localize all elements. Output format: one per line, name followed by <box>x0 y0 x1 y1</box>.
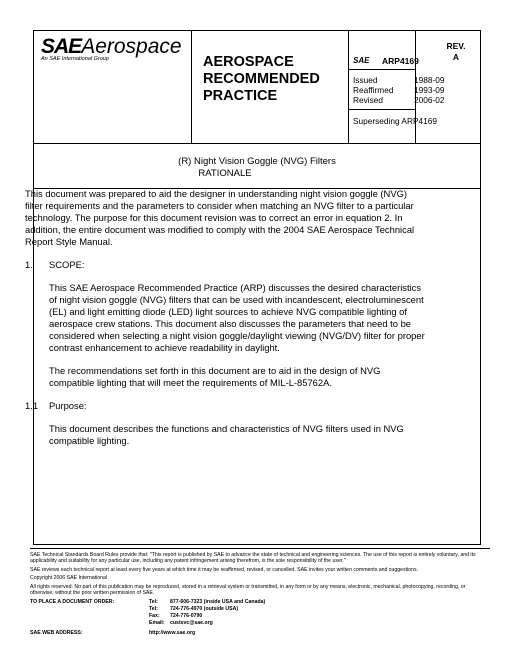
header-block <box>34 31 480 144</box>
web-address-label: SAE WEB ADDRESS: <box>30 630 83 637</box>
rationale-heading: RATIONALE <box>198 168 252 179</box>
logo-aerospace-text: Aerospace <box>81 35 182 58</box>
copyright-line: Copyright 2006 SAE International <box>30 575 107 582</box>
header-rule <box>348 109 415 110</box>
date-value: 1993-09 <box>414 85 445 95</box>
contact-row <box>149 613 202 619</box>
logo-sae-text: SAE <box>41 35 82 58</box>
contact-block <box>30 599 490 639</box>
section-heading-purpose <box>25 400 425 412</box>
contact-value[interactable]: 724-776-0790 <box>170 613 203 620</box>
section-title: Purpose: <box>49 400 87 411</box>
document-title: (R) Night Vision Goggle (NVG) Filters <box>178 156 336 167</box>
section-heading-scope <box>25 259 425 271</box>
footer-rule <box>30 548 490 549</box>
document-number: ARP4169 <box>382 56 419 66</box>
page-footer <box>30 548 490 639</box>
header-divider <box>348 31 349 143</box>
section-number: 1. <box>25 259 33 270</box>
scope-paragraph: The recommendations set forth in this document are to aid in the design of NVG compatible lighting that will meet the requirements of MIL-L-85762A. <box>49 365 381 388</box>
sae-mark: SAE <box>353 56 370 65</box>
rights-notice: All rights reserved. No part of this publication may be reproduced, stored in a retrieval system or transmitted, in any form or by any means, electronic, mechanical, photocopying, recording, or otherwise, without the prior written permission of SAE. <box>30 583 466 597</box>
revision-value: A <box>452 52 460 62</box>
document-type <box>203 54 320 105</box>
contact-value[interactable]: 877-606-7323 (inside USA and Canada) <box>170 599 266 606</box>
header-rule <box>348 69 415 70</box>
contact-row <box>149 620 213 626</box>
doc-type-line: PRACTICE <box>203 88 278 104</box>
section-title: SCOPE: <box>49 259 85 270</box>
doc-type-line: AEROSPACE <box>203 54 294 70</box>
revision-label: REV. <box>446 41 466 51</box>
date-value: 1988-09 <box>414 75 445 85</box>
sae-aerospace-logo <box>41 35 182 62</box>
footer-notice: SAE reviews each technical report at least every five years at which time it may be reaffirmed, revised, or cancelled. SAE invites your written comments and suggestions. <box>30 566 418 573</box>
superseding-note: Superseding ARP4169 <box>353 116 437 126</box>
date-row-revised <box>353 95 459 105</box>
document-body <box>25 168 425 458</box>
contact-value[interactable]: 724-776-4970 (outside USA) <box>170 606 239 613</box>
logo-tagline: An SAE International Group <box>41 56 109 62</box>
date-label: Issued <box>353 75 378 85</box>
section-number: 1.1 <box>25 400 39 411</box>
purpose-paragraph: This document describes the functions and characteristics of NVG filters used in NVG compatible lighting. <box>49 423 404 446</box>
revision-block <box>432 41 480 63</box>
header-divider <box>191 31 192 143</box>
contact-key: Tel: <box>149 599 158 606</box>
doc-type-line: RECOMMENDED <box>203 71 320 87</box>
date-row-issued <box>353 75 459 85</box>
contact-row <box>149 599 265 605</box>
rationale-paragraph: This document was prepared to aid the designer in understanding night vision goggle (NVG) filter requirements and the parameters to consider when matching an NVG filter to a particular technology. The purpose for this document revision was to correct an error in equation 2. In addition, the entire document was modified to comply with the 2004 SAE Aerospace Technical Report Style Manual. <box>25 188 415 247</box>
contact-key: Email: <box>149 620 165 627</box>
date-row-reaffirmed <box>353 85 459 95</box>
date-label: Reaffirmed <box>353 85 394 95</box>
email-link[interactable]: custsvc@sae.org <box>170 620 213 627</box>
date-value: 2006-02 <box>414 95 445 105</box>
order-label: TO PLACE A DOCUMENT ORDER: <box>30 599 115 606</box>
contact-key: Fax: <box>149 613 160 620</box>
web-address-row <box>149 630 195 636</box>
contact-key: Tel: <box>149 606 158 613</box>
web-address-link[interactable]: http://www.sae.org <box>149 630 196 637</box>
date-list <box>353 75 459 105</box>
contact-row <box>149 606 238 612</box>
scope-paragraph: This SAE Aerospace Recommended Practice (ARP) discusses the desired characteristics of night vision goggle (NVG) filters that can be used with incandescent, electroluminescent (EL) and light emitting diode (LED) light sources to achieve NVG compatible lighting of aerospace crew stations. This document also discusses the parameters that need to be considered when selecting a night vision goggle/daylight viewing (NVG/DV) filter for proper contrast enhancement to achieve readability in daylight. <box>49 282 425 353</box>
date-label: Revised <box>353 95 383 105</box>
footer-notice: SAE Technical Standards Board Rules provide that: "This report is published by SAE to advance the state of technical and engineering sciences. The use of this report is entirely voluntary, and its applicability and suitability for any particular use, including any patent infringement arising therefrom, is the sole responsibility of the user." <box>30 552 476 565</box>
